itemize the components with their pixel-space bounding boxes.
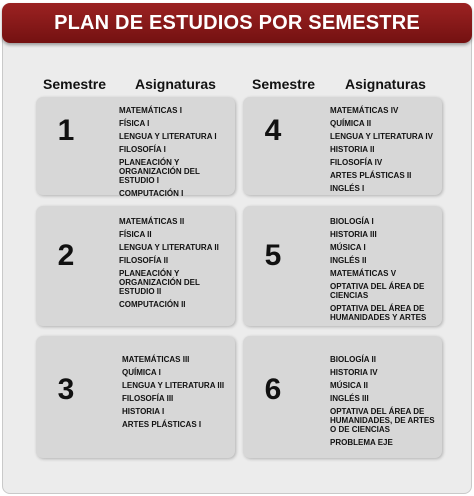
subject-item: HISTORIA III — [330, 230, 377, 239]
subject-item: MATEMÁTICAS V — [330, 269, 397, 278]
subject-item: OPTATIVA DEL ÁREA DE HUMANIDADES Y ARTES — [330, 304, 427, 322]
page-title: PLAN DE ESTUDIOS POR SEMESTRE — [2, 3, 472, 43]
semester-number: 1 — [57, 114, 75, 147]
subject-item: FÍSICA I — [119, 119, 150, 128]
subject-item: FILOSOFÍA I — [119, 145, 166, 154]
header-asignaturas-right: Asignaturas — [345, 76, 426, 92]
subject-item: FILOSOFÍA III — [122, 394, 174, 403]
semester-number: 5 — [264, 239, 282, 272]
subject-item: MATEMÁTICAS I — [119, 106, 182, 115]
subject-item: MÚSICA I — [330, 243, 366, 252]
subject-list — [330, 355, 438, 451]
subject-item: COMPUTACIÓN I — [119, 189, 184, 198]
subject-list — [119, 106, 231, 202]
subject-item: MATEMÁTICAS IV — [330, 106, 399, 115]
semester-card-5 — [243, 206, 442, 326]
subject-item: PLANEACIÓN Y ORGANIZACIÓN DEL ESTUDIO I — [119, 158, 200, 185]
subject-item: PROBLEMA EJE — [330, 438, 393, 447]
subject-item: LENGUA Y LITERATURA II — [119, 243, 219, 252]
semester-card-4 — [243, 97, 442, 195]
subject-item: INGLÉS I — [330, 184, 365, 193]
semester-card-2 — [36, 206, 235, 326]
subject-item: HISTORIA IV — [330, 368, 378, 377]
header-semestre-left: Semestre — [43, 76, 107, 92]
subject-item: HISTORIA II — [330, 145, 375, 154]
semester-number: 2 — [57, 239, 75, 272]
subject-item: FILOSOFÍA II — [119, 256, 169, 265]
semester-number: 4 — [264, 114, 282, 147]
subject-item: LENGUA Y LITERATURA IV — [330, 132, 433, 141]
subject-item: MÚSICA II — [330, 381, 368, 390]
subject-item: ARTES PLÁSTICAS II — [330, 171, 412, 180]
semester-card-6 — [243, 336, 442, 458]
subject-item: PLANEACIÓN Y ORGANIZACIÓN DEL ESTUDIO II — [119, 269, 200, 296]
subject-item: FILOSOFÍA IV — [330, 158, 383, 167]
subject-item: OPTATIVA DEL ÁREA DE HUMANIDADES, DE ARTES O DE CIENCIAS — [330, 407, 435, 434]
subject-list — [330, 106, 438, 197]
subject-item: FÍSICA II — [119, 230, 152, 239]
subject-item: ARTES PLÁSTICAS I — [122, 420, 202, 429]
subject-item: QUÍMICA II — [330, 119, 372, 128]
semester-number: 3 — [57, 373, 75, 406]
header-semestre-right: Semestre — [252, 76, 316, 92]
semester-number: 6 — [264, 373, 282, 406]
subject-item: MATEMÁTICAS III — [122, 355, 190, 364]
subject-item: OPTATIVA DEL ÁREA DE CIENCIAS — [330, 282, 425, 300]
subject-item: BIOLOGÍA I — [330, 217, 374, 226]
semester-card-1 — [36, 97, 235, 198]
subject-item: MATEMÁTICAS II — [119, 217, 185, 226]
subject-list — [119, 217, 231, 313]
subject-item: LENGUA Y LITERATURA I — [119, 132, 217, 141]
subject-item: HISTORIA I — [122, 407, 165, 416]
subject-item: COMPUTACIÓN II — [119, 300, 186, 309]
subject-item: INGLÉS III — [330, 394, 369, 403]
subject-item: LENGUA Y LITERATURA III — [122, 381, 225, 390]
header-asignaturas-left: Asignaturas — [135, 76, 216, 92]
subject-list — [330, 217, 438, 326]
subject-item: QUÍMICA I — [122, 368, 161, 377]
subject-item: BIOLOGÍA II — [330, 355, 376, 364]
subject-item: INGLÉS II — [330, 256, 367, 265]
subject-list — [122, 355, 231, 433]
semester-card-3 — [36, 336, 235, 458]
